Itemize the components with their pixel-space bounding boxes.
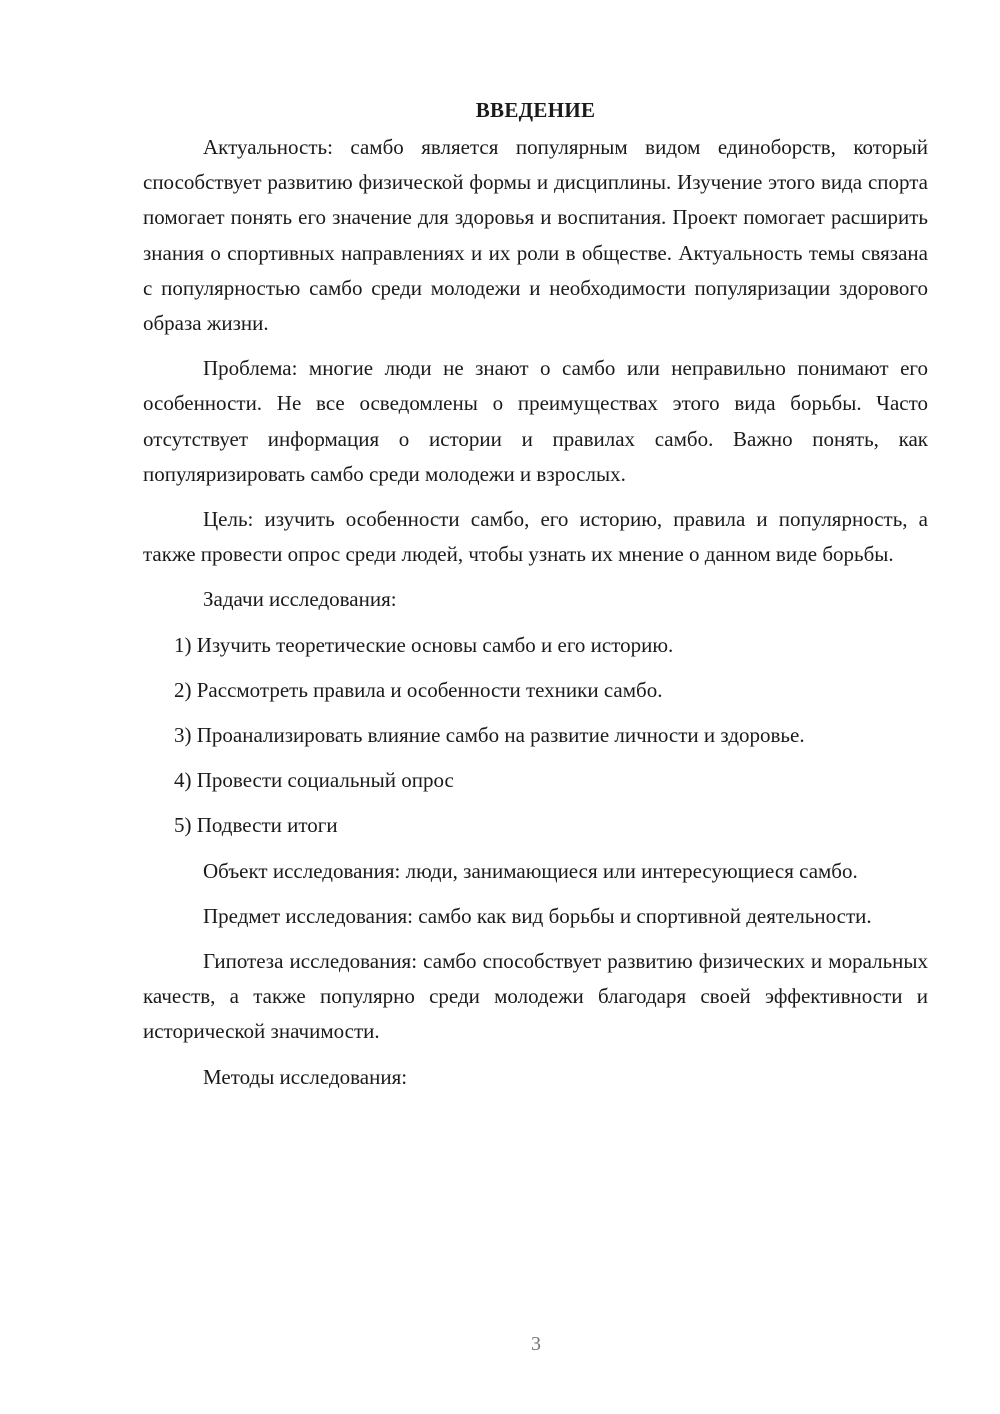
task-item-5: 5) Подвести итоги xyxy=(174,813,338,838)
problem-paragraph: Проблема: многие люди не знают о самбо или неправильно понимают его особенности. Не все осведомлены о преимуществах этого вида борьбы. Часто отсутствует информация о истории и правилах самбо. Важно понять, как популяризировать самбо среди молодежи и взрослых. xyxy=(143,356,928,486)
relevance-paragraph: Актуальность: самбо является популярным видом единоборств, который способствует развитию физической формы и дисциплины. Изучение этого вида спорта помогает понять его значение для здоровья и воспитания. Проект помогает расширить знания о спортивных направлениях и их роли в обществе. Актуальность темы связана с популярностью самбо среди молодежи и необходимости популяризации здорового образа жизни. xyxy=(143,135,928,336)
page-number: 3 xyxy=(531,1333,541,1355)
methods-heading: Методы исследования: xyxy=(203,1064,408,1089)
task-item-1: 1) Изучить теоретические основы самбо и его историю. xyxy=(174,632,674,657)
section-title: ВВЕДЕНИЕ xyxy=(475,98,596,122)
task-item-4: 4) Провести социальный опрос xyxy=(174,768,454,793)
subject-paragraph: Предмет исследования: самбо как вид борьбы и спортивной деятельности. xyxy=(203,903,872,928)
tasks-heading: Задачи исследования: xyxy=(203,587,397,612)
object-paragraph: Объект исследования: люди, занимающиеся или интересующиеся самбо. xyxy=(203,858,858,883)
document-page xyxy=(143,92,928,1105)
hypothesis-paragraph: Гипотеза исследования: самбо способствует развитию физических и моральных качеств, а также популярно среди молодежи благодаря своей эффективности и исторической значимости. xyxy=(143,949,928,1044)
task-item-2: 2) Рассмотреть правила и особенности техники самбо. xyxy=(174,677,663,702)
goal-paragraph: Цель: изучить особенности самбо, его историю, правила и популярность, а также провести опрос среди людей, чтобы узнать их мнение о данном виде борьбы. xyxy=(143,507,928,567)
task-item-3: 3) Проанализировать влияние самбо на развитие личности и здоровье. xyxy=(174,723,805,748)
